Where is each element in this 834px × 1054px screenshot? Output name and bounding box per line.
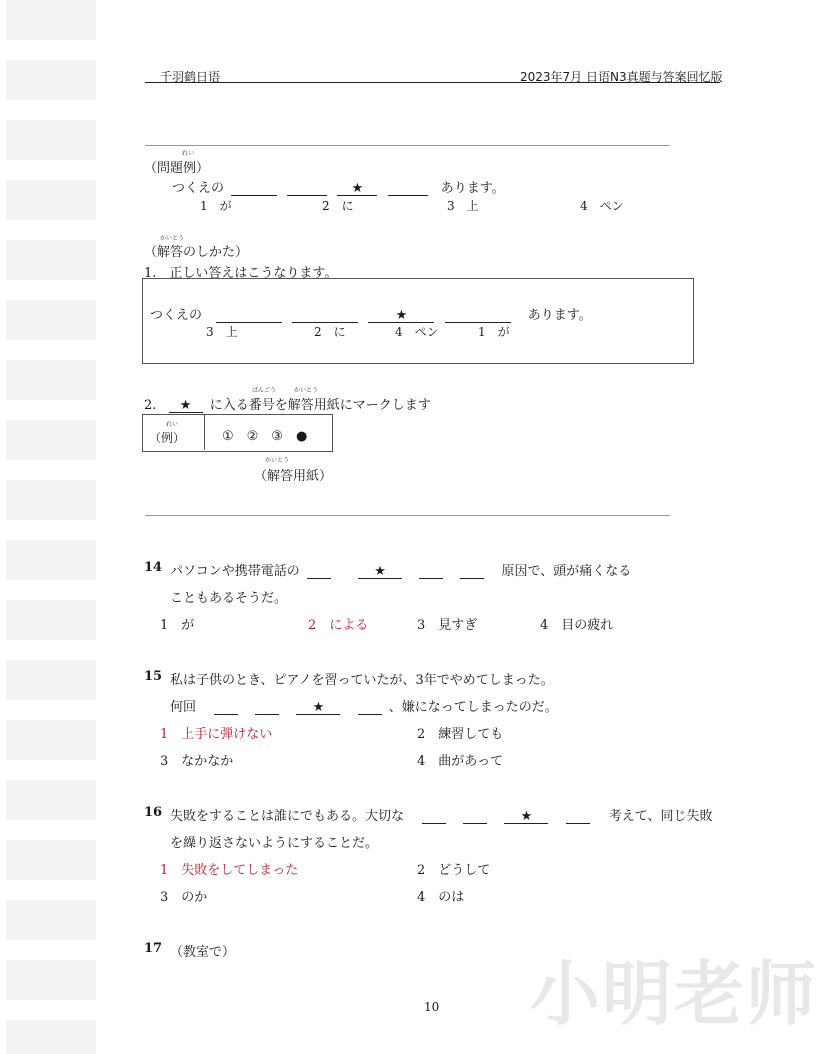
question-text: 、嫌になってしまったのだ。 bbox=[388, 700, 558, 715]
answer-blank bbox=[445, 308, 511, 323]
answer-blank bbox=[422, 809, 446, 824]
answer-box-sentence bbox=[150, 304, 592, 323]
star-icon: ★ bbox=[351, 181, 364, 196]
answer-blank-star bbox=[296, 700, 340, 715]
question-text: を繰り返さないようにすることだ。 bbox=[170, 836, 379, 851]
answer-option: 2 どうして bbox=[417, 863, 491, 878]
answer-blank bbox=[216, 308, 282, 323]
ruby: ばんごう bbox=[252, 387, 277, 394]
example-option: 3 上 bbox=[447, 199, 479, 213]
question-text: 原因で、頭が痛くなる bbox=[501, 564, 632, 579]
step-2-text: に入る番号を解答用紙にマークします bbox=[209, 398, 431, 413]
question-text: 私は子供のとき、ピアノを習っていたが、3年でやめてしまった。 bbox=[170, 673, 554, 688]
question-text: こともあるそうだ。 bbox=[170, 591, 288, 606]
step-2-number: 2. bbox=[144, 398, 157, 413]
star-icon: ★ bbox=[312, 700, 325, 715]
answer-blank-star bbox=[169, 398, 203, 413]
ordered-option: 1 が bbox=[478, 325, 510, 339]
answer-method-title: （解答のしかた） bbox=[144, 245, 249, 260]
answer-blank bbox=[388, 181, 428, 196]
question-number: 15 bbox=[144, 669, 163, 684]
ruby: れい bbox=[182, 150, 195, 157]
vertical-watermark bbox=[6, 0, 96, 1054]
answer-option: 3 のか bbox=[160, 890, 208, 905]
section-rule-bottom bbox=[145, 515, 670, 516]
answer-step-2 bbox=[144, 394, 431, 413]
ruby: かいとう bbox=[265, 457, 290, 464]
answer-option-correct: 1 失敗をしてしまった bbox=[160, 863, 299, 878]
section-rule-top bbox=[145, 145, 670, 146]
ruby: れい bbox=[166, 421, 179, 428]
answer-option-correct: 1 上手に弾けない bbox=[160, 727, 273, 742]
answer-blank bbox=[287, 181, 327, 196]
sentence-start: つくえの bbox=[150, 308, 203, 323]
answer-blank bbox=[460, 564, 484, 579]
example-option: 1 が bbox=[200, 199, 232, 213]
question-text: 失敗をすることは誰にでもある。大切な bbox=[170, 809, 405, 824]
question-number: 17 bbox=[144, 941, 163, 956]
answer-option: 3 見すぎ bbox=[417, 618, 478, 633]
example-option: 4 ペン bbox=[580, 199, 624, 213]
star-icon: ★ bbox=[374, 564, 386, 579]
answer-sheet-label: （解答用紙） bbox=[254, 469, 333, 484]
answer-blank bbox=[419, 564, 443, 579]
ordered-option: 4 ペン bbox=[395, 325, 439, 339]
sentence-start: つくえの bbox=[172, 181, 225, 196]
answer-option: 4 曲があって bbox=[417, 754, 504, 769]
answer-blank bbox=[255, 700, 279, 715]
star-icon: ★ bbox=[179, 398, 192, 413]
answer-step-1: 1. 正しい答えはこうなります。 bbox=[144, 266, 338, 281]
answer-blank-star bbox=[368, 308, 434, 323]
answer-blank bbox=[358, 700, 382, 715]
star-icon: ★ bbox=[395, 308, 408, 323]
answer-option: 1 が bbox=[160, 618, 195, 633]
ruby: かいとう bbox=[160, 235, 185, 242]
question-16-line-1 bbox=[170, 805, 712, 824]
star-icon: ★ bbox=[520, 809, 533, 824]
example-option: 2 に bbox=[322, 199, 354, 213]
answer-option: 4 目の疲れ bbox=[540, 618, 614, 633]
example-title: （問題例） bbox=[144, 161, 210, 176]
question-text: パソコンや携帯電話の bbox=[170, 564, 300, 579]
page-number: 10 bbox=[424, 1000, 440, 1014]
question-number: 14 bbox=[144, 560, 163, 575]
answer-blank-star bbox=[337, 181, 377, 196]
question-14-line-1 bbox=[170, 560, 631, 579]
question-text: 何回 bbox=[170, 700, 197, 715]
question-text: （教室で） bbox=[170, 945, 236, 960]
sentence-end: あります。 bbox=[527, 308, 592, 323]
answer-blank bbox=[463, 809, 487, 824]
watermark-text: 小明老师 bbox=[530, 953, 818, 1035]
sample-marks: ① ② ③ ● bbox=[222, 429, 308, 444]
answer-option-correct: 2 による bbox=[308, 618, 369, 633]
answer-blank-star bbox=[358, 564, 402, 579]
sample-label: （例） bbox=[149, 431, 186, 445]
answer-option: 2 練習しても bbox=[417, 727, 504, 742]
question-15-line-2 bbox=[170, 696, 558, 715]
answer-blank bbox=[307, 564, 331, 579]
header-left: 千羽鹤日语 bbox=[160, 70, 221, 84]
answer-option: 4 のは bbox=[417, 890, 465, 905]
answer-blank-star bbox=[504, 809, 548, 824]
header-rule bbox=[145, 82, 720, 83]
answer-blank bbox=[566, 809, 590, 824]
ordered-option: 2 に bbox=[314, 325, 346, 339]
sentence-end: あります。 bbox=[440, 181, 505, 196]
answer-blank bbox=[231, 181, 277, 196]
sample-divider bbox=[204, 414, 205, 450]
ordered-option: 3 上 bbox=[206, 325, 238, 339]
answer-blank bbox=[292, 308, 358, 323]
answer-option: 3 なかなか bbox=[160, 754, 234, 769]
ruby: かいとう bbox=[294, 387, 319, 394]
answer-blank bbox=[214, 700, 238, 715]
example-sentence bbox=[172, 177, 505, 196]
question-text: 考えて、同じ失敗 bbox=[608, 809, 713, 824]
question-number: 16 bbox=[144, 805, 163, 820]
header-right: 2023年7月 日语N3真题与答案回忆版 bbox=[520, 70, 723, 84]
